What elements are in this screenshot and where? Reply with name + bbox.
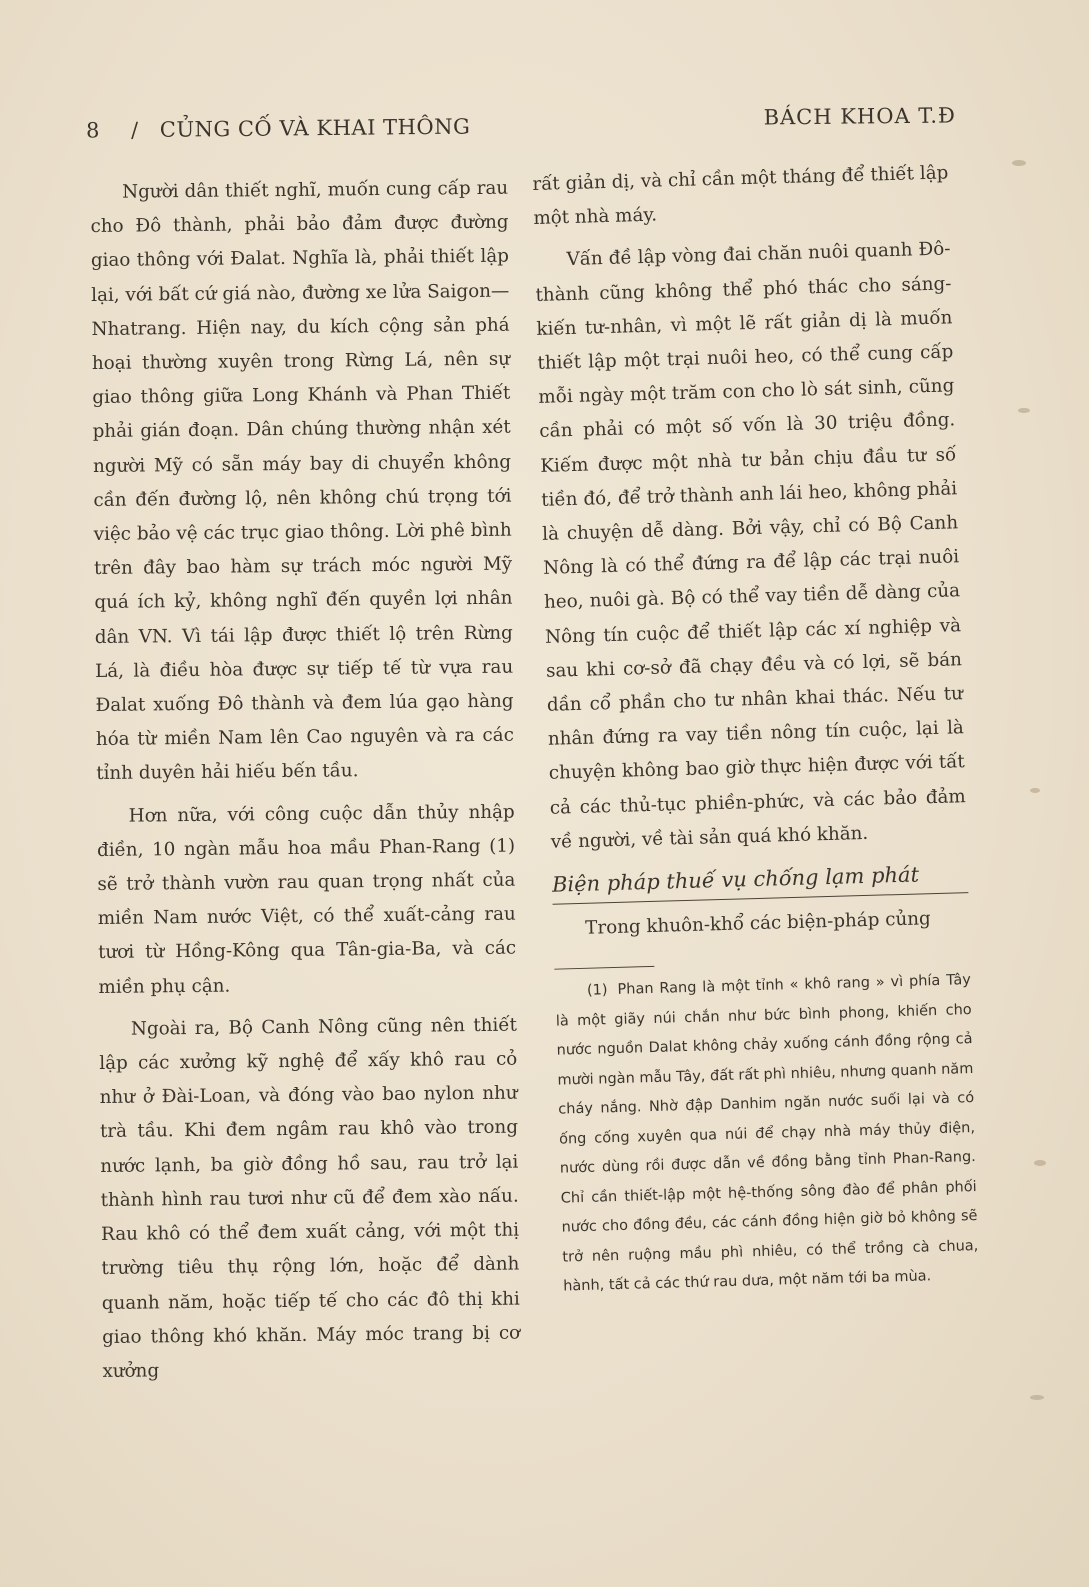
running-header xyxy=(86,103,956,152)
section-title: CỦNG CỐ VÀ KHAI THÔNG xyxy=(159,114,471,142)
footnote-divider xyxy=(554,966,654,970)
publication-name: BÁCH KHOA T.Đ xyxy=(763,103,957,130)
right-column xyxy=(532,156,980,1310)
paper-speck xyxy=(1030,788,1040,793)
paper-speck xyxy=(1012,160,1026,166)
paper-speck xyxy=(1034,1160,1046,1166)
paper-speck xyxy=(1018,408,1030,413)
paper-speck xyxy=(1030,1395,1044,1400)
footnote xyxy=(555,967,980,1303)
paragraph-continuation: rất giản dị, và chỉ cần một tháng để thiết lập một nhà máy. xyxy=(532,162,949,230)
section-first-line: Trong khuôn-khổ các biện-pháp củng xyxy=(584,908,931,940)
header-separator: / xyxy=(130,118,139,143)
paragraph: Vấn đề lập vòng đai chăn nuôi quanh Đô-thành cũng không thể phó thác cho sáng-kiến tư-nhân, vì một lẽ rất giản dị là muốn thiết lập một trại nuôi heo, có thể cung cấp mỗi ngày một trăm con cho lò sát sinh, cũng cần phải có một số vốn là 30 triệu đồng. Kiếm được một nhà tư bản chịu đầu tư số tiền đó, để trở thành anh lái heo, không phải là chuyện dễ dàng. Bởi vậy, chỉ có Bộ Canh Nông là có thể đứng ra để lập các trại nuôi heo, nuôi gà. Bộ có thể vay tiền dễ dàng của Nông tín cuộc để thiết lập các xí nghiệp và sau khi cơ-sở đã chạy đều và có lợi, sẽ bán dần cổ phần cho tư nhân khai thác. Nếu tư nhân đứng ra vay tiền nông tín cuộc, lại là chuyện không bao giờ thực hiện được với tất cả các thủ-tục phiền-phức, và các bảo đảm về người, về tài sản quá khó khăn. xyxy=(535,238,967,853)
paragraph: Hơn nữa, với công cuộc dẫn thủy nhập điền, 10 ngàn mẫu hoa mầu Phan-Rang (1) sẽ trở thành vườn rau quan trọng nhất của miền Nam nước Việt, có thể xuất-cảng rau tươi từ Hồng-Kông qua Tân-gia-Ba, và các miền phụ cận. xyxy=(96,801,517,998)
section-heading: Biện pháp thuế vụ chống lạm phát xyxy=(552,856,969,905)
header-left xyxy=(86,115,471,143)
paragraph: Ngoài ra, Bộ Canh Nông cũng nên thiết lập các xưởng kỹ nghệ để xấy khô rau cỏ như ở Đài-Loan, và đóng vào bao nylon như trà tầu. Khi đem ngâm rau khô vào trong nước lạnh, ba giờ đồng hồ sau, rau trở lại thành hình rau tươi như cũ để đem xào nấu. Rau khô có thể đem xuất cảng, với một thị trường tiêu thụ rộng lớn, hoặc để dành quanh năm, hoặc tiếp tế cho các đô thị khi giao thông khó khăn. Máy móc trang bị cơ xưởng xyxy=(99,1014,521,1382)
left-column xyxy=(90,172,521,1397)
page-number: 8 xyxy=(85,118,101,143)
footnote-text: Phan Rang là một tỉnh « khô rang » vì phía Tây là một giãy núi chắn như bức bình phong, khiến cho nước nguồn Dalat không chảy xuống cánh đồng rộng cả mười ngàn mẫu Tây, đất rất phì nhiêu, nhưng quanh năm cháy nắng. Nhờ đập Danhim ngăn nước suối lại và có ống cống xuyên qua núi để chạy nhà máy thủy điện, nước dùng rồi được dẫn về đồng bằng tỉnh Phan-Rang. Chỉ cần thiết-lập một hệ-thống sông đào để phân phối nước cho đồng đều, các cánh đồng hiện giờ bỏ không sẽ trở nên ruộng mầu phì nhiêu, có thể trồng cà chua, hành, tất cả các thứ rau dưa, một năm tới ba mùa. xyxy=(555,972,979,1296)
paragraph: Người dân thiết nghĩ, muốn cung cấp rau cho Đô thành, phải bảo đảm được đường giao thông với Đalat. Nghĩa là, phải thiết lập lại, với bất cứ giá nào, đường xe lửa Saigon—Nhatrang. Hiện nay, du kích cộng sản phá hoại thường xuyên trong Rừng Lá, nên sự giao thông giữa Long Khánh và Phan Thiết phải gián đoạn. Dân chúng thường nhận xét người Mỹ có sẵn máy bay di chuyển không cần đến đường lộ, nên không chú trọng tới việc bảo vệ các trục giao thông. Lời phê bình trên đây bao hàm sự trách móc người Mỹ quá ích kỷ, không nghĩ đến quyền lợi nhân dân VN. Vì tái lập được thiết lộ trên Rừng Lá, là điều hòa được sự tiếp tế từ vựa rau Đalat xuống Đô thành và đem lúa gạo hàng hóa từ miền Nam lên Cao nguyên và ra các tỉnh duyên hải hiếu bến tầu. xyxy=(90,177,514,785)
footnote-marker: (1) xyxy=(586,982,608,1000)
